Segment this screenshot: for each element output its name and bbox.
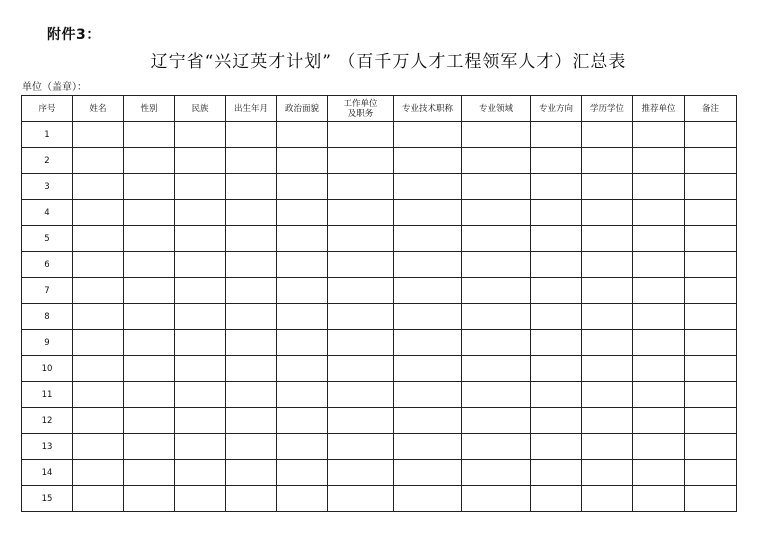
table-row — [22, 174, 737, 200]
table-cell[interactable] — [462, 200, 531, 226]
table-cell[interactable] — [685, 200, 737, 226]
row-number: 8 — [22, 304, 73, 330]
table-cell[interactable] — [73, 460, 124, 486]
table-cell[interactable] — [531, 122, 582, 148]
table-cell[interactable] — [328, 382, 394, 408]
table-cell[interactable] — [531, 200, 582, 226]
table-cell[interactable] — [394, 330, 462, 356]
table-cell[interactable] — [328, 200, 394, 226]
table-cell[interactable] — [531, 330, 582, 356]
table-cell[interactable] — [175, 486, 226, 512]
table-cell[interactable] — [175, 382, 226, 408]
table-cell[interactable] — [73, 330, 124, 356]
table-cell[interactable] — [582, 304, 633, 330]
row-number: 14 — [22, 460, 73, 486]
row-number: 7 — [22, 278, 73, 304]
table-cell[interactable] — [394, 382, 462, 408]
table-cell[interactable] — [582, 174, 633, 200]
table-cell[interactable] — [277, 460, 328, 486]
table-cell[interactable] — [531, 148, 582, 174]
table-cell[interactable] — [73, 304, 124, 330]
table-cell[interactable] — [124, 460, 175, 486]
table-cell[interactable] — [462, 434, 531, 460]
table-row — [22, 382, 737, 408]
table-body — [22, 122, 737, 512]
table-cell[interactable] — [226, 304, 277, 330]
table-cell[interactable] — [633, 200, 685, 226]
table-cell[interactable] — [582, 330, 633, 356]
column-header-remarks: 备注 — [685, 96, 737, 122]
table-row — [22, 278, 737, 304]
table-cell[interactable] — [277, 434, 328, 460]
table-cell[interactable] — [124, 330, 175, 356]
table-cell[interactable] — [73, 252, 124, 278]
table-cell[interactable] — [124, 148, 175, 174]
table-cell[interactable] — [633, 252, 685, 278]
table-cell[interactable] — [531, 460, 582, 486]
table-cell[interactable] — [685, 148, 737, 174]
table-cell[interactable] — [531, 434, 582, 460]
table-cell[interactable] — [582, 278, 633, 304]
table-cell[interactable] — [685, 252, 737, 278]
table-cell[interactable] — [124, 304, 175, 330]
table-cell[interactable] — [685, 330, 737, 356]
table-cell[interactable] — [73, 200, 124, 226]
table-cell[interactable] — [124, 382, 175, 408]
table-cell[interactable] — [462, 330, 531, 356]
table-cell[interactable] — [462, 304, 531, 330]
table-cell[interactable] — [531, 278, 582, 304]
table-cell[interactable] — [531, 226, 582, 252]
table-cell[interactable] — [226, 434, 277, 460]
table-cell[interactable] — [175, 356, 226, 382]
table-cell[interactable] — [175, 226, 226, 252]
table-cell[interactable] — [462, 382, 531, 408]
table-cell[interactable] — [124, 486, 175, 512]
table-cell[interactable] — [685, 174, 737, 200]
table-cell[interactable] — [633, 356, 685, 382]
table-cell[interactable] — [277, 174, 328, 200]
table-cell[interactable] — [531, 382, 582, 408]
column-header-ethnicity: 民族 — [175, 96, 226, 122]
column-header-name: 姓名 — [73, 96, 124, 122]
table-cell[interactable] — [633, 408, 685, 434]
table-cell[interactable] — [226, 330, 277, 356]
table-cell[interactable] — [462, 174, 531, 200]
table-cell[interactable] — [226, 200, 277, 226]
table-cell[interactable] — [328, 252, 394, 278]
table-cell[interactable] — [73, 434, 124, 460]
table-cell[interactable] — [685, 304, 737, 330]
table-row — [22, 356, 737, 382]
table-cell[interactable] — [328, 304, 394, 330]
column-header-birth-date: 出生年月 — [226, 96, 277, 122]
table-cell[interactable] — [328, 122, 394, 148]
summary-table — [21, 95, 737, 512]
row-number: 5 — [22, 226, 73, 252]
table-cell[interactable] — [124, 356, 175, 382]
column-header-professional-title: 专业技术职称 — [394, 96, 462, 122]
table-cell[interactable] — [175, 434, 226, 460]
column-header-seq: 序号 — [22, 96, 73, 122]
table-cell[interactable] — [226, 174, 277, 200]
table-cell[interactable] — [124, 200, 175, 226]
table-row — [22, 226, 737, 252]
table-cell[interactable] — [175, 200, 226, 226]
table-cell[interactable] — [124, 174, 175, 200]
table-row — [22, 148, 737, 174]
row-number: 13 — [22, 434, 73, 460]
table-cell[interactable] — [277, 382, 328, 408]
table-cell[interactable] — [394, 200, 462, 226]
table-row — [22, 434, 737, 460]
column-header-professional-direction: 专业方向 — [531, 96, 582, 122]
table-cell[interactable] — [277, 408, 328, 434]
table-cell[interactable] — [73, 408, 124, 434]
table-cell[interactable] — [175, 408, 226, 434]
table-cell[interactable] — [328, 486, 394, 512]
table-cell[interactable] — [328, 434, 394, 460]
table-cell[interactable] — [633, 460, 685, 486]
table-cell[interactable] — [73, 486, 124, 512]
row-number: 6 — [22, 252, 73, 278]
table-cell[interactable] — [226, 148, 277, 174]
table-cell[interactable] — [462, 122, 531, 148]
table-cell[interactable] — [582, 252, 633, 278]
table-cell[interactable] — [328, 174, 394, 200]
table-cell[interactable] — [394, 408, 462, 434]
table-cell[interactable] — [226, 408, 277, 434]
table-cell[interactable] — [633, 174, 685, 200]
table-cell[interactable] — [582, 122, 633, 148]
table-cell[interactable] — [462, 486, 531, 512]
row-number: 9 — [22, 330, 73, 356]
table-cell[interactable] — [582, 460, 633, 486]
column-header-recommending-unit: 推荐单位 — [633, 96, 685, 122]
table-cell[interactable] — [633, 148, 685, 174]
table-cell[interactable] — [531, 356, 582, 382]
table-cell[interactable] — [462, 460, 531, 486]
table-cell[interactable] — [124, 122, 175, 148]
table-cell[interactable] — [277, 252, 328, 278]
table-cell[interactable] — [394, 148, 462, 174]
table-cell[interactable] — [226, 122, 277, 148]
table-cell[interactable] — [175, 278, 226, 304]
table-cell[interactable] — [73, 356, 124, 382]
table-cell[interactable] — [175, 330, 226, 356]
table-cell[interactable] — [226, 382, 277, 408]
table-cell[interactable] — [685, 226, 737, 252]
table-cell[interactable] — [582, 382, 633, 408]
table-cell[interactable] — [124, 278, 175, 304]
row-number: 11 — [22, 382, 73, 408]
row-number: 3 — [22, 174, 73, 200]
table-cell[interactable] — [582, 148, 633, 174]
table-cell[interactable] — [277, 330, 328, 356]
table-cell[interactable] — [175, 122, 226, 148]
column-header-gender: 性别 — [124, 96, 175, 122]
row-number: 1 — [22, 122, 73, 148]
table-cell[interactable] — [73, 382, 124, 408]
table-cell[interactable] — [531, 486, 582, 512]
table-cell[interactable] — [531, 304, 582, 330]
table-cell[interactable] — [394, 122, 462, 148]
table-cell[interactable] — [462, 408, 531, 434]
table-cell[interactable] — [124, 226, 175, 252]
table-cell[interactable] — [633, 330, 685, 356]
table-cell[interactable] — [633, 278, 685, 304]
table-cell[interactable] — [633, 434, 685, 460]
table-cell[interactable] — [175, 460, 226, 486]
table-row — [22, 252, 737, 278]
table-cell[interactable] — [226, 252, 277, 278]
table-cell[interactable] — [531, 252, 582, 278]
table-cell[interactable] — [277, 304, 328, 330]
row-number: 12 — [22, 408, 73, 434]
table-cell[interactable] — [277, 122, 328, 148]
table-cell[interactable] — [582, 200, 633, 226]
table-cell[interactable] — [394, 278, 462, 304]
table-cell[interactable] — [685, 278, 737, 304]
table-cell[interactable] — [226, 226, 277, 252]
table-row — [22, 304, 737, 330]
table-cell[interactable] — [394, 226, 462, 252]
table-cell[interactable] — [175, 174, 226, 200]
table-cell[interactable] — [462, 226, 531, 252]
table-cell[interactable] — [277, 148, 328, 174]
table-cell[interactable] — [328, 356, 394, 382]
table-cell[interactable] — [582, 486, 633, 512]
table-cell[interactable] — [394, 460, 462, 486]
table-cell[interactable] — [685, 356, 737, 382]
table-cell[interactable] — [462, 356, 531, 382]
page-title: 辽宁省“兴辽英才计划” （百千万人才工程领军人才）汇总表 — [150, 52, 627, 72]
table-cell[interactable] — [328, 408, 394, 434]
table-cell[interactable] — [73, 174, 124, 200]
table-cell[interactable] — [277, 486, 328, 512]
table-row — [22, 122, 737, 148]
table-cell[interactable] — [277, 278, 328, 304]
column-header-education-degree: 学历学位 — [582, 96, 633, 122]
row-number: 10 — [22, 356, 73, 382]
table-cell[interactable] — [277, 200, 328, 226]
table-cell[interactable] — [685, 408, 737, 434]
table-cell[interactable] — [73, 226, 124, 252]
table-row — [22, 330, 737, 356]
table-cell[interactable] — [328, 226, 394, 252]
table-cell[interactable] — [226, 278, 277, 304]
table-cell[interactable] — [394, 356, 462, 382]
table-cell[interactable] — [582, 408, 633, 434]
attachment-label: 附件3： — [47, 27, 101, 43]
table-cell[interactable] — [633, 486, 685, 512]
unit-seal-label: 单位（盖章）： — [22, 82, 87, 93]
row-number: 4 — [22, 200, 73, 226]
table-cell[interactable] — [73, 148, 124, 174]
table-cell[interactable] — [462, 278, 531, 304]
table-cell[interactable] — [73, 122, 124, 148]
table-cell[interactable] — [685, 460, 737, 486]
table-cell[interactable] — [582, 356, 633, 382]
row-number: 15 — [22, 486, 73, 512]
table-cell[interactable] — [175, 304, 226, 330]
table-cell[interactable] — [633, 304, 685, 330]
column-header-professional-field: 专业领域 — [462, 96, 531, 122]
table-cell[interactable] — [582, 226, 633, 252]
table-cell[interactable] — [328, 148, 394, 174]
table-row — [22, 200, 737, 226]
table-cell[interactable] — [226, 356, 277, 382]
table-cell[interactable] — [685, 434, 737, 460]
table-cell[interactable] — [633, 382, 685, 408]
table-cell[interactable] — [685, 486, 737, 512]
table-cell[interactable] — [394, 434, 462, 460]
table-cell[interactable] — [73, 278, 124, 304]
table-cell[interactable] — [462, 252, 531, 278]
table-cell[interactable] — [226, 460, 277, 486]
header-row — [22, 96, 737, 122]
table-cell[interactable] — [394, 304, 462, 330]
table-cell[interactable] — [633, 122, 685, 148]
table-cell[interactable] — [277, 356, 328, 382]
table-cell[interactable] — [175, 252, 226, 278]
table-cell[interactable] — [394, 486, 462, 512]
table-cell[interactable] — [531, 174, 582, 200]
table-cell[interactable] — [633, 226, 685, 252]
table-cell[interactable] — [277, 226, 328, 252]
table-cell[interactable] — [328, 278, 394, 304]
table-row — [22, 460, 737, 486]
table-row — [22, 486, 737, 512]
row-number: 2 — [22, 148, 73, 174]
table-cell[interactable] — [124, 252, 175, 278]
table-cell[interactable] — [462, 148, 531, 174]
table-cell[interactable] — [394, 252, 462, 278]
table-cell[interactable] — [685, 122, 737, 148]
table-cell[interactable] — [328, 330, 394, 356]
column-header-workplace-position: 工作单位及职务 — [328, 96, 394, 122]
table-cell[interactable] — [226, 486, 277, 512]
table-cell[interactable] — [175, 148, 226, 174]
table-cell[interactable] — [124, 408, 175, 434]
table-cell[interactable] — [582, 434, 633, 460]
table-cell[interactable] — [531, 408, 582, 434]
table-row — [22, 408, 737, 434]
column-header-political-status: 政治面貌 — [277, 96, 328, 122]
table-cell[interactable] — [394, 174, 462, 200]
table-cell[interactable] — [685, 382, 737, 408]
table-cell[interactable] — [328, 460, 394, 486]
table-cell[interactable] — [124, 434, 175, 460]
